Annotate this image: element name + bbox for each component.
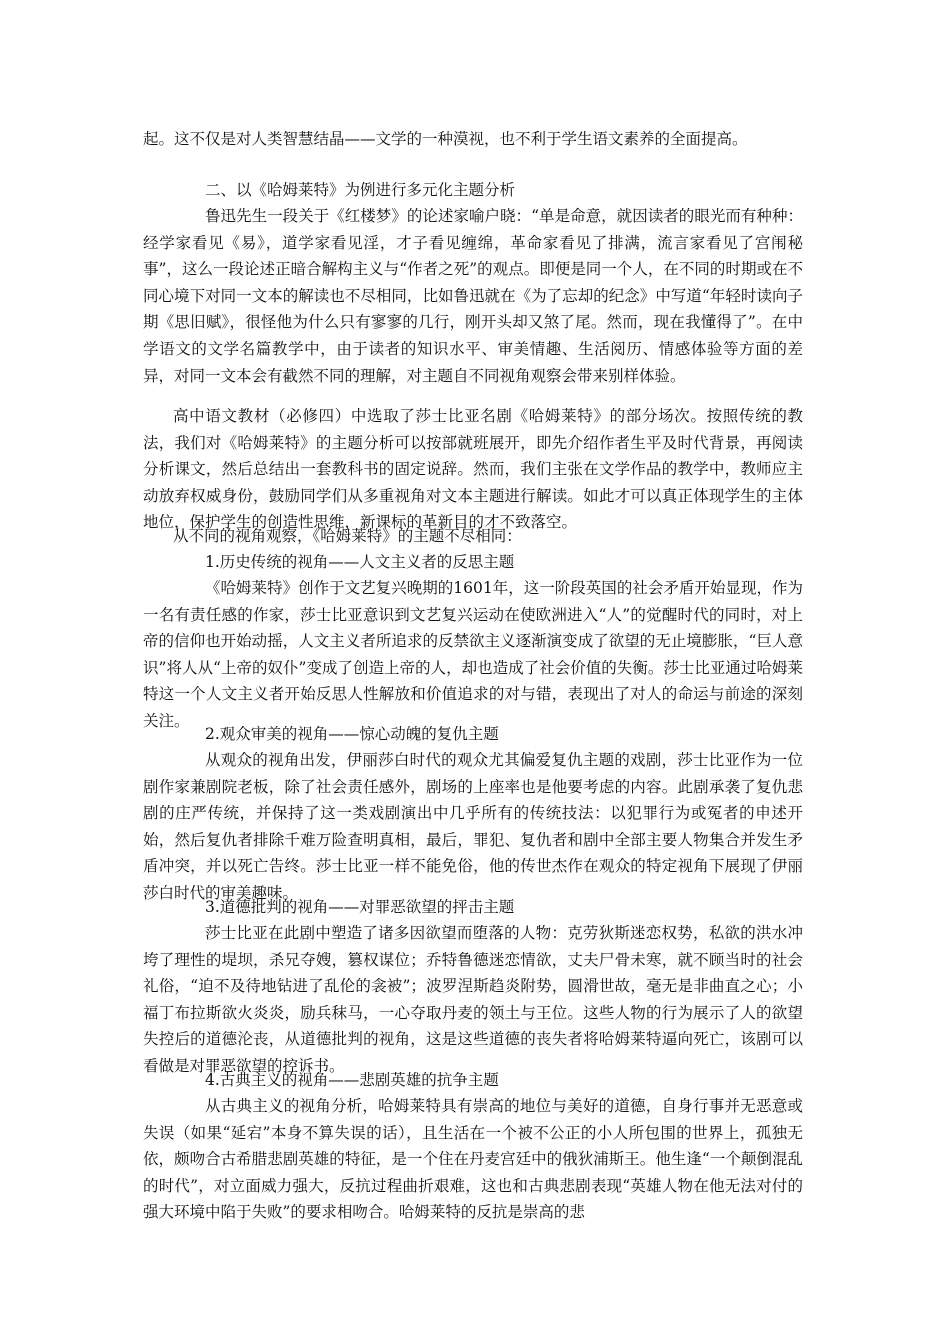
subheading-3: 3.道德批判的视角——对罪恶欲望的抨击主题: [205, 898, 515, 916]
paragraph-moral: 莎士比亚在此剧中塑造了诸多因欲望而堕落的人物：克劳狄斯迷恋权势，私欲的洪水冲垮了理性的堤坝，杀兄夺嫂，篡权谋位；乔特鲁德迷恋情欲，丈夫尸骨未寒，就不顾当时的社会礼俗，“迫不及待地钻进了乱伦的衾被”；波罗涅斯趋炎附势，圆滑世故，毫无是非曲直之心；小福丁布拉斯欲火炎炎，励兵秣马，一心夺取丹麦的领土与王位。这些人物的行为展示了人的欲望失控后的道德沦丧，从道德批判的视角，这是这些道德的丧失者将哈姆莱特逼向死亡，该剧可以看做是对罪恶欲望的控诉书。: [143, 924, 803, 1075]
paragraph-luxun: 鲁迅先生一段关于《红楼梦》的论述家喻户晓：“单是命意，就因读者的眼光而有种种：经学家看见《易》，道学家看见淫，才子看见缠绵，革命家看见了排满，流言家看见了宫闱秘事”，这么一段论述正暗合解构主义与“作者之死”的观点。即便是同一个人，在不同的时期或在不同心境下对同一文本的解读也不尽相同，比如鲁迅就在《为了忘却的纪念》中写道“年轻时读向子期《思旧赋》，很怪他为什么只有寥寥的几行，刚开头却又煞了尾。然而，现在我懂得了”。在中学语文的文学名篇教学中，由于读者的知识水平、审美情趣、生活阅历、情感体验等方面的差异，对同一文本会有截然不同的理解，对主题自不同视角观察会带来别样体验。: [143, 207, 803, 385]
paragraph-classical: 从古典主义的视角分析，哈姆莱特具有崇高的地位与美好的道德，自身行事并无恶意或失误（如果“延宕”本身不算失误的话），且生活在一个被不公正的小人所包围的世界上，孤独无依，颇吻合古希腊悲剧英雄的特征，是一个住在丹麦宫廷中的俄狄浦斯王。他生逢“一个颠倒混乱的时代”，对立面威力强大，反抗过程曲折艰难，这也和古典悲剧表现“英雄人物在他无法对付的强大环境中陷于失败”的要求相吻合。哈姆莱特的反抗是崇高的悲: [143, 1097, 803, 1222]
paragraph-history: 《哈姆莱特》创作于文艺复兴晚期的1601年，这一阶段英国的社会矛盾开始显现，作为一名有责任感的作家，莎士比亚意识到文艺复兴运动在使欧洲进入“人”的觉醒时代的同时，对上帝的信仰也开始动摇，人文主义者所追求的反禁欲主义逐渐演变成了欲望的无止境膨胀，“巨人意识”将人从“上帝的奴仆”变成了创造上帝的人，却也造成了社会价值的失衡。莎士比亚通过哈姆莱特这一个人文主义者开始反思人性解放和价值追求的对与错，表现出了对人的命运与前途的深刻关注。: [143, 579, 803, 730]
paragraph-continued: 起。这不仅是对人类智慧结晶——文学的一种漠视，也不利于学生语文素养的全面提高。: [143, 130, 748, 148]
paragraph-textbook: 高中语文教材（必修四）中选取了莎士比亚名剧《哈姆莱特》的部分场次。按照传统的教法，我们对《哈姆莱特》的主题分析可以按部就班展开，即先介绍作者生平及时代背景，再阅读分析课文，然后总结出一套教科书的固定说辞。然而，我们主张在文学作品的教学中，教师应主动放弃权威身份，鼓励同学们从多重视角对文本主题进行解读。如此才可以真正体现学生的主体地位，保护学生的创造性思维，新课标的革新目的才不致落空。: [143, 407, 803, 532]
paragraph-intro-list: 从不同的视角观察，《哈姆莱特》的主题不尽相同：: [173, 527, 522, 545]
subheading-4: 4.古典主义的视角——悲剧英雄的抗争主题: [205, 1071, 499, 1089]
subheading-2: 2.观众审美的视角——惊心动魄的复仇主题: [205, 725, 499, 743]
subheading-1: 1.历史传统的视角——人文主义者的反思主题: [205, 553, 515, 571]
paragraph-audience: 从观众的视角出发，伊丽莎白时代的观众尤其偏爱复仇主题的戏剧，莎士比亚作为一位剧作家兼剧院老板，除了社会责任感外，剧场的上座率也是他要考虑的内容。此剧承袭了复仇悲剧的庄严传统，并保持了这一类戏剧演出中几乎所有的传统技法：以犯罪行为或冤者的申述开始，然后复仇者排除千难万险查明真相，最后，罪犯、复仇者和剧中全部主要人物集合并发生矛盾冲突，并以死亡告终。莎士比亚一样不能免俗，他的传世杰作在观众的特定视角下展现了伊丽莎白时代的审美趣味。: [143, 751, 803, 902]
section-heading: 二、以《哈姆莱特》为例进行多元化主题分析: [205, 181, 516, 199]
